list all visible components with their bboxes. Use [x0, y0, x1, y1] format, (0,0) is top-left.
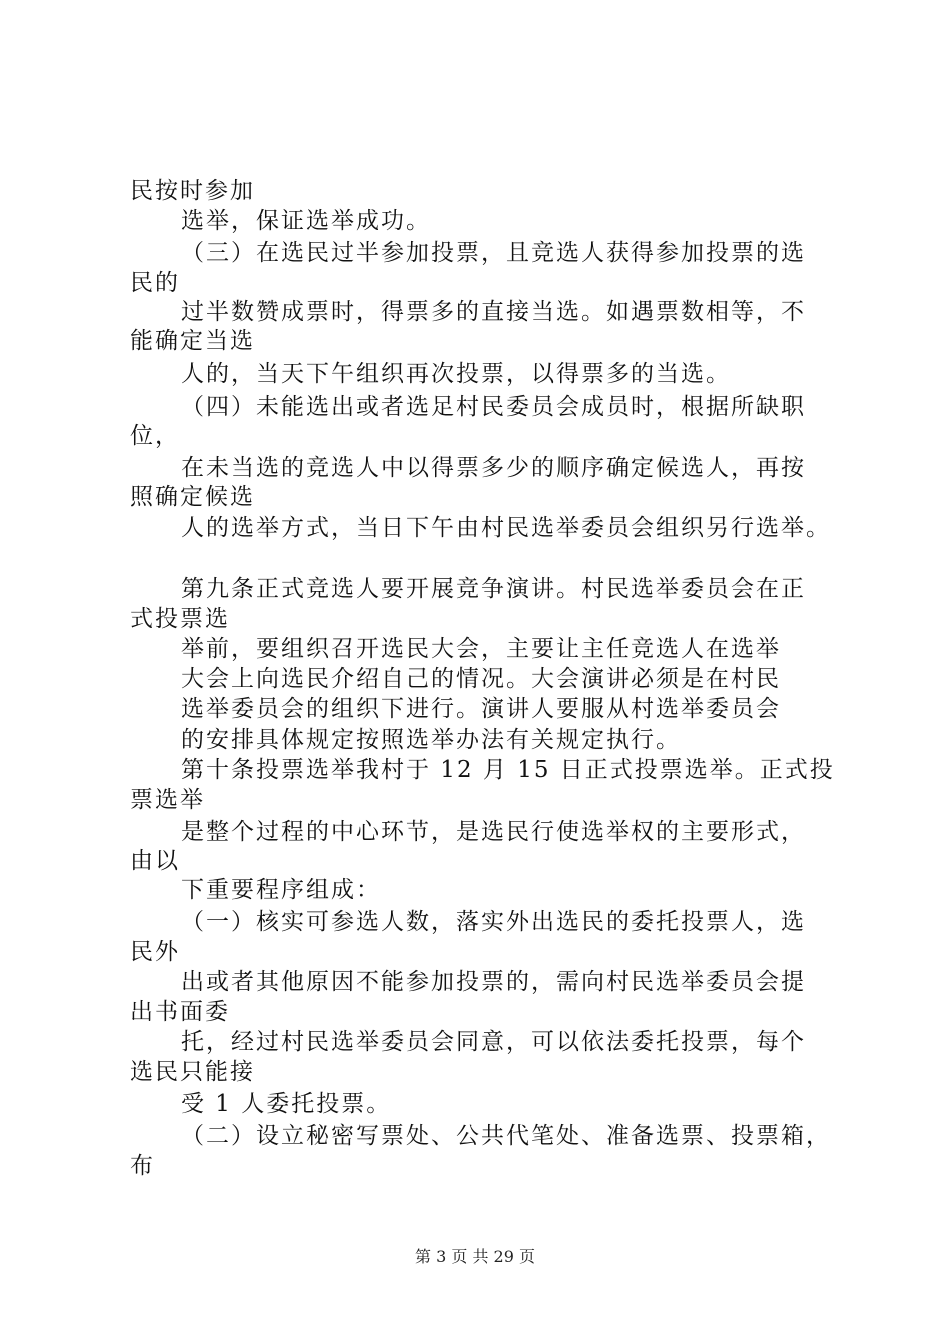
text-line: （二）设立秘密写票处、公共代笔处、准备选票、投票箱，	[181, 1123, 831, 1149]
text-line: 下重要程序组成：	[181, 877, 381, 903]
text-line: 位，	[130, 423, 180, 449]
text-line: （四）未能选出或者选足村民委员会成员时，根据所缺职	[181, 394, 806, 420]
text-line: 托，经过村民选举委员会同意，可以依法委托投票，每个	[181, 1029, 806, 1055]
text-line: 过半数赞成票时，得票多的直接当选。如遇票数相等，不	[181, 299, 806, 325]
text-line: 民按时参加	[130, 178, 255, 204]
text-line: 第十条投票选举我村于 12 月 15 日正式投票选举。正式投	[181, 757, 835, 783]
text-line: 人的，当天下午组织再次投票，以得票多的当选。	[181, 361, 731, 387]
text-line: 选举，保证选举成功。	[181, 208, 431, 234]
text-line: 照确定候选	[130, 484, 255, 510]
text-line: 受 1 人委托投票。	[181, 1091, 392, 1117]
text-line: 大会上向选民介绍自己的情况。大会演讲必须是在村民	[181, 666, 781, 692]
text-line: 举前，要组织召开选民大会，主要让主任竞选人在选举	[181, 636, 781, 662]
text-line: 能确定当选	[130, 328, 255, 354]
text-line: 民的	[130, 270, 180, 296]
text-line: 票选举	[130, 787, 205, 813]
text-line: 式投票选	[130, 606, 230, 632]
text-line: 出书面委	[130, 999, 230, 1025]
text-line: 是整个过程的中心环节，是选民行使选举权的主要形式，	[181, 819, 806, 845]
text-line: 的安排具体规定按照选举办法有关规定执行。	[181, 727, 681, 753]
text-line: （一）核实可参选人数，落实外出选民的委托投票人，选	[181, 909, 806, 935]
text-line: 由以	[130, 848, 180, 874]
text-line: 选举委员会的组织下进行。演讲人要服从村选举委员会	[181, 696, 781, 722]
text-line: 民外	[130, 939, 180, 965]
text-line: 在未当选的竞选人中以得票多少的顺序确定候选人，再按	[181, 455, 806, 481]
page-number-footer: 第 3 页 共 29 页	[415, 1247, 535, 1266]
text-line: 布	[130, 1153, 155, 1179]
text-line: 人的选举方式，当日下午由村民选举委员会组织另行选举。	[181, 515, 831, 541]
text-line: 出或者其他原因不能参加投票的，需向村民选举委员会提	[181, 969, 806, 995]
text-line: 第九条正式竞选人要开展竞争演讲。村民选举委员会在正	[181, 576, 806, 602]
text-line: 选民只能接	[130, 1059, 255, 1085]
text-line: （三）在选民过半参加投票，且竞选人获得参加投票的选	[181, 240, 806, 266]
